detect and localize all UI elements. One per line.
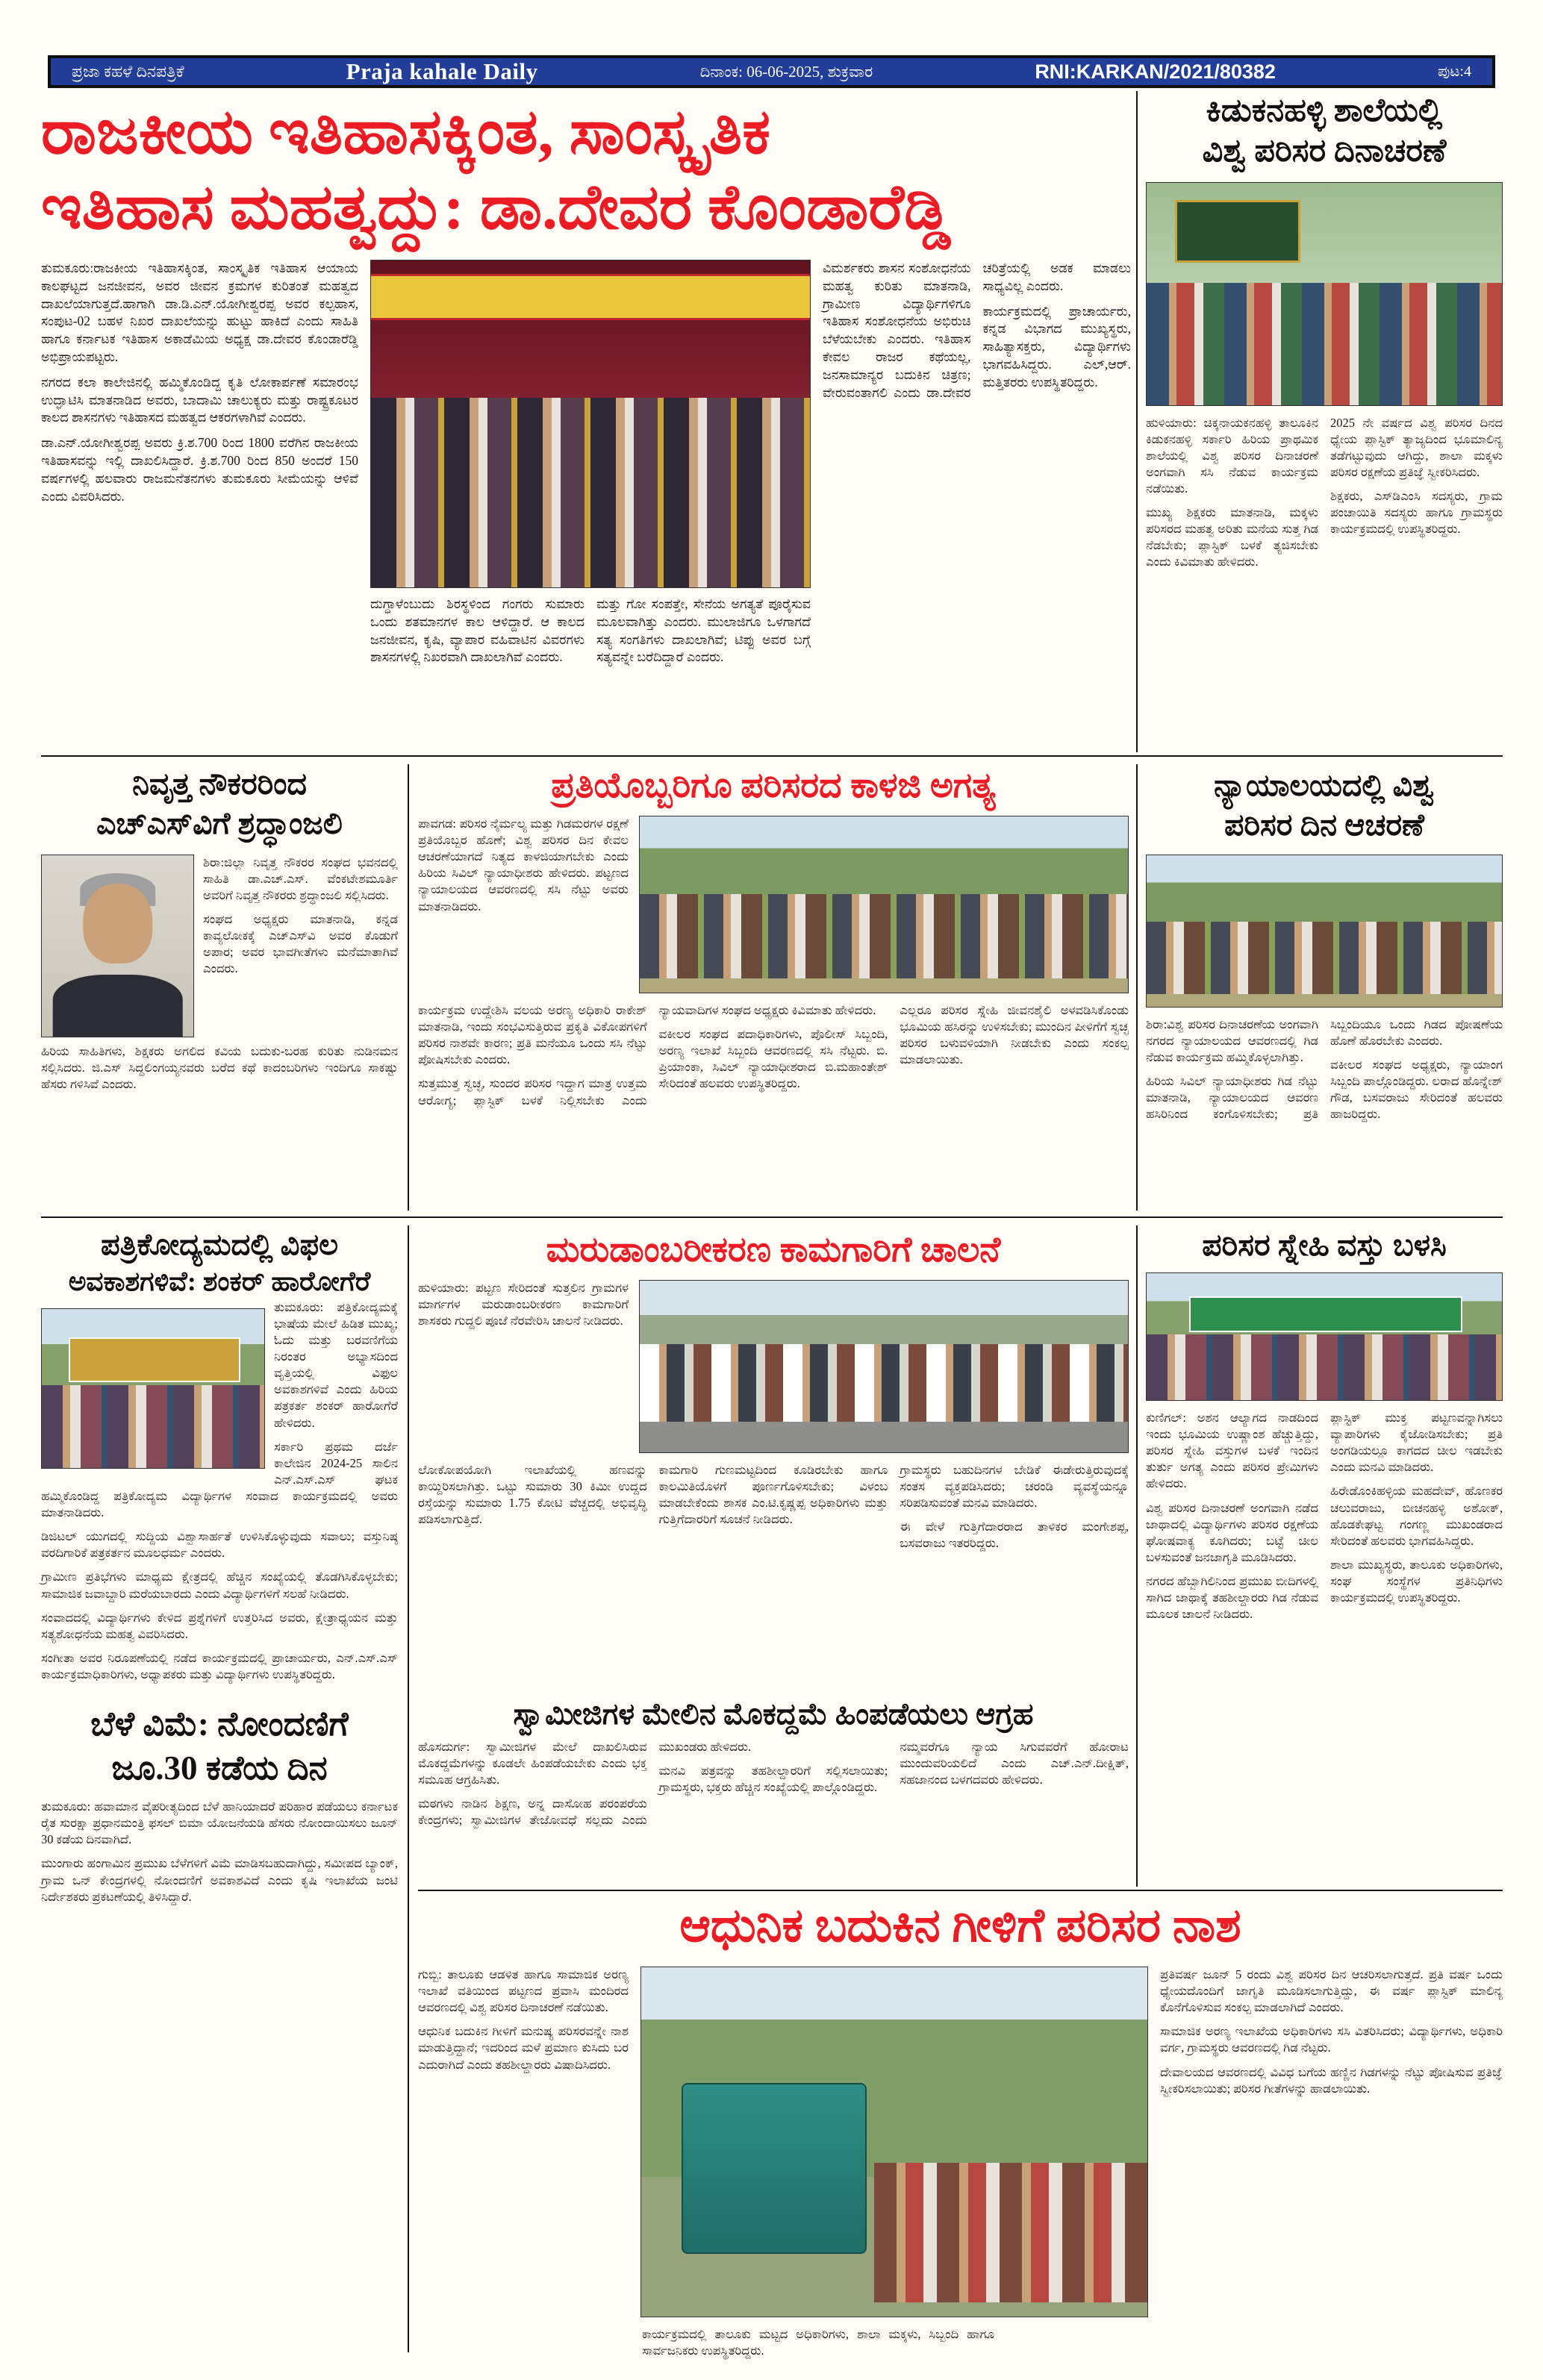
kidukanahalli-body <box>1146 415 1503 822</box>
kidukanahalli-headline-line1: ಕಿಡುಕನಹಳ್ಳಿ ಶಾಲೆಯಲ್ಲಿ <box>1206 93 1443 128</box>
eco-friendly-body <box>1146 1410 1503 1858</box>
paragraph: ಮುಖ್ಯ ಶಿಕ್ಷಕರು ಮಾತನಾಡಿ, ಮಕ್ಕಳು ಪರಿಸರದ ಮಹತ್ವ ಅರಿತು ಮನೆಯ ಸುತ್ತ ಗಿಡ ನೆಡಬೇಕು; ಪ್ಲಾಸ್ಟಿಕ್ ಬಳಕೆ ತ್ಯಜಿಸಬೇಕು ಎಂದು ಕಿವಿಮಾತು ಹೇಳಿದರು. <box>1146 505 1318 569</box>
main-headline-line1: ರಾಜಕೀಯ ಇತಿಹಾಸಕ್ಕಿಂತ, ಸಾಂಸ್ಕೃತಿಕ <box>41 98 771 167</box>
paragraph: ಹಿರಿಯ ಸಾಹಿತಿಗಳು, ಶಿಕ್ಷಕರು ಅಗಲಿದ ಕವಿಯ ಬದುಕು-ಬರಹ ಕುರಿತು ನುಡಿನಮನ ಸಲ್ಲಿಸಿದರು. ಜಿ.ಎಸ್ ಸಿದ್ದಲಿಂಗಯ್ಯನವರು ಬರೆದ ಕಥೆ ಕಾದಂಬರಿಗಳು ಇಂದಿಗೂ ಸಾಕಷ್ಟು ಹೆಸರು ಗಳಿಸಿವೆ ಎಂದರು. <box>41 1043 398 1091</box>
journalism-headline <box>41 1225 398 1299</box>
modern-life-right-col <box>1160 1967 1503 2317</box>
photo-court-planting <box>1146 855 1503 1008</box>
paragraph: ಮನವಿ ಪತ್ರವನ್ನು ತಹಶೀಲ್ದಾರರಿಗೆ ಸಲ್ಲಿಸಲಾಯಿತು; ಗ್ರಾಮಸ್ಥರು, ಭಕ್ತರು ಹೆಚ್ಚಿನ ಸಂಖ್ಯೆಯಲ್ಲಿ ಪಾಲ್ಗೊಂಡಿದ್ದರು. <box>658 1764 888 1795</box>
paragraph: ಕಾರ್ಯಕ್ರಮದಲ್ಲಿ ಪ್ರಾಚಾರ್ಯರು, ಕನ್ನಡ ವಿಭಾಗದ ಮುಖ್ಯಸ್ಥರು, ಸಾಹಿತ್ಯಾಸಕ್ತರು, ವಿದ್ಯಾರ್ಥಿಗಳು ಭಾಗವಹಿಸಿದ್ದರು. ಎಲ್,ಆರ್. ಮತ್ತಿತರರು ಉಪಸ್ಥಿತರಿದ್ದರು. <box>982 303 1131 390</box>
crop-insurance-body <box>41 1799 398 1905</box>
photo-planting-judges <box>639 816 1129 993</box>
crowd-shape <box>640 1344 1128 1422</box>
main-article-col3 <box>823 260 1131 752</box>
eco-friendly-headline: ಪರಿಸರ ಸ್ನೇಹಿ ವಸ್ತು ಬಳಸಿ <box>1202 1228 1447 1262</box>
paragraph: ಪ್ಲಾಸ್ಟಿಕ್ ಮುಕ್ತ ಪಟ್ಟಣವನ್ನಾಗಿಸಲು ವ್ಯಾಪಾರಿಗಳು ಕೈಜೋಡಿಸಬೇಕು; ಪ್ರತಿ ಅಂಗಡಿಯಲ್ಲೂ ಕಾಗದದ ಚೀಲ ಇಡಬೇಕು ಎಂದು ಮನವಿ ಮಾಡಿದರು. <box>1330 1411 1503 1475</box>
paragraph: ಕುಣಿಗಲ್: ಅಶನ ಆಲ್ಯಾಗದ ನಾಡದಿಂದ ಇಂದು ಭೂಮಿಯ ಉಷ್ಣಾಂಶ ಹೆಚ್ಚುತ್ತಿದ್ದು, ಪರಿಸರ ಸ್ನೇಹಿ ವಸ್ತುಗಳ ಬಳಕೆ ಇಂದಿನ ತುರ್ತು ಅಗತ್ಯ ಎಂದು ಪರಿಸರ ಪ್ರೇಮಿಗಳು ಹೇಳಿದರು. <box>1146 1411 1318 1491</box>
court-env-headline <box>1146 766 1503 846</box>
masthead-page-number: ಪುಟ:4 <box>1438 63 1471 80</box>
crowd-shape <box>874 2163 1147 2302</box>
divider <box>1136 91 1138 752</box>
main-article-col1 <box>41 260 358 752</box>
article-environment-concern <box>418 766 1129 1214</box>
hsv-body-below <box>41 1043 398 1093</box>
crop-insurance-headline-line1: ಬೆಳೆ ವಿಮೆ: ನೋಂದಣಿಗೆ <box>90 1705 349 1743</box>
paragraph: ಪಾವಗಡ: ಪರಿಸರ ನೈರ್ಮಲ್ಯ ಮತ್ತು ಗಿಡಮರಗಳ ರಕ್ಷಣೆ ಪ್ರತಿಯೊಬ್ಬರ ಹೊಣೆ; ವಿಶ್ವ ಪರಿಸರ ದಿನ ಕೇವಲ ಆಚರಣೆಯಾಗದೆ ನಿತ್ಯದ ಕಾಳಜಿಯಾಗಬೇಕು ಎಂದು ಹಿರಿಯ ಸಿವಿಲ್ ನ್ಯಾಯಾಧೀಶರು ಹೇಳಿದರು. ಪಟ್ಟಣದ ನ್ಯಾಯಾಲಯದ ಆವರಣದಲ್ಲಿ ಸಸಿ ನೆಟ್ಟು ಅವರು ಮಾತನಾಡಿದರು. <box>418 816 629 913</box>
paragraph: ವಿಶ್ವ ಪರಿಸರ ದಿನಾಚರಣೆ ಅಂಗವಾಗಿ ನಡೆದ ಜಾಥಾದಲ್ಲಿ ವಿದ್ಯಾರ್ಥಿಗಳು ಪರಿಸರ ರಕ್ಷಣೆಯ ಘೋಷವಾಕ್ಯ ಕೂಗಿದರು; ಬಟ್ಟೆ ಚೀಲ ಬಳಸುವಂತೆ ಜನಜಾಗೃತಿ ಮೂಡಿಸಿದರು. <box>1146 1500 1318 1564</box>
paragraph: 2025 ನೇ ವರ್ಷದ ವಿಶ್ವ ಪರಿಸರ ದಿನದ ಧ್ಯೇಯ ಪ್ಲಾಸ್ಟಿಕ್ ತ್ಯಾಜ್ಯದಿಂದ ಭೂಮಾಲಿನ್ಯ ತಡೆಗಟ್ಟುವುದು ಆಗಿದ್ದು, ಶಾಲಾ ಮಕ್ಕಳು ಪರಿಸರ ರಕ್ಷಣೆಯ ಪ್ರತಿಜ್ಞೆ ಸ್ವೀಕರಿಸಿದರು. <box>1330 415 1503 479</box>
photo-road-work-launch <box>639 1280 1129 1453</box>
swamiji-body <box>418 1739 1129 1872</box>
court-env-body <box>1146 1016 1503 1216</box>
paragraph: ವಕೀಲರ ಸಂಘದ ಪದಾಧಿಕಾರಿಗಳು, ಪೊಲೀಸ್ ಸಿಬ್ಬಂದಿ, ಅರಣ್ಯ ಇಲಾಖೆ ಸಿಬ್ಬಂದಿ ಆವರಣದಲ್ಲಿ ಸಸಿ ನೆಟ್ಟರು. ಬಿ. ಪ್ರಿಯಾಂಕಾ, ಸಿವಿಲ್ ನ್ಯಾಯಾಧೀಶರಾದ ಬಿ.ಮಹಾಂತೇಶ್ ಸೇರಿದಂತೆ ಹಲವರು ಉಪಸ್ಥಿತರಿದ್ದರು. <box>658 1027 888 1091</box>
paragraph: ಹೊಸದುರ್ಗ: ಸ್ವಾಮೀಜಿಗಳ ಮೇಲೆ ದಾಖಲಿಸಿರುವ ಮೊಕದ್ದಮೆಗಳನ್ನು ಕೂಡಲೇ ಹಿಂಪಡೆಯಬೇಕು ಎಂದು ಭಕ್ತ ಸಮೂಹ ಆಗ್ರಹಿಸಿತು. <box>418 1740 647 1787</box>
journalism-headline-line1: ಪತ್ರಿಕೋದ್ಯಮದಲ್ಲಿ ವಿಫಲ <box>101 1228 338 1261</box>
green-banner-shape <box>1189 1296 1462 1332</box>
paragraph: ತುಮಕೂರು:ರಾಜಕೀಯ ಇತಿಹಾಸಕ್ಕಿಂತ, ಸಾಂಸ್ಕೃತಿಕ ಇತಿಹಾಸ ಆಯಾಯ ಕಾಲಘಟ್ಟದ ಜನಜೀವನ, ಅವರ ಜೀವನ ಕ್ರಮಗಳ ಕುರಿತಂತೆ ಮಹತ್ವದ ದಾಖಲೆಯಾಗುತ್ತದೆ.ಹಾಗಾಗಿ ಡಾ.ಡಿ.ಎನ್.ಯೋಗೀಶ್ವರಪ್ಪ ಅವರ ಕಲ್ಪಹಾಸ, ಸಂಪುಟ-02 ಬಹಳ ನಿಖರ ದಾಖಲೆಯನ್ನು ಹುಟ್ಟು ಹಾಕಿದೆ ಎಂದು ಸಾಹಿತಿ ಹಾಗೂ ಕರ್ನಾಟಕ ಇತಿಹಾಸ ಅಕಾಡೆಮಿಯ ಅಧ್ಯಕ್ಷ ಡಾ.ದೇವರ ಕೊಂಡಾರೆಡ್ಡಿ ಅಭಿಪ್ರಾಯಪಟ್ಟರು. <box>41 260 358 364</box>
photo-college-event <box>41 1308 265 1469</box>
crop-insurance-headline <box>41 1702 398 1790</box>
event-banner-shape <box>69 1337 240 1381</box>
journalism-headline-line2: ಅವಕಾಶಗಳಿವೆ: ಶಂಕರ್ ಹಾರೋಗೆರೆ <box>68 1266 371 1296</box>
crowd-shape <box>42 1385 264 1468</box>
masthead-date: ದಿನಾಂಕ: 06-06-2025, ಶುಕ್ರವಾರ <box>699 62 873 81</box>
photo-eco-rally <box>1146 1272 1503 1401</box>
left-lower-column <box>41 1225 398 1913</box>
environment-concern-row <box>418 816 1129 993</box>
environment-concern-body <box>418 1002 1129 1214</box>
face-shape <box>83 884 152 963</box>
divider <box>408 764 409 1211</box>
divider <box>408 1225 409 2352</box>
paragraph: ಹಿರೇಡೊಂಕಿಹಳ್ಳಿಯ ಮಹದೇವ್, ಹೊಣಕರ ಚಲುವರಾಜು, ಬೀಚನಹಳ್ಳಿ ಅಶೋಕ್, ಹೊಡಕೇಘಟ್ಟ ಗಂಗಣ್ಣ ಮುಖಂಡರಾದ ಸೇರಿದಂತೆ ಹಲವರು ಭಾಗವಹಿಸಿದ್ದರು. <box>1330 1484 1503 1548</box>
reasphalting-body <box>418 1462 1129 1686</box>
masthead-kannada-name: ಪ್ರಜಾ ಕಹಳೆ ದಿನಪತ್ರಿಕೆ <box>72 62 184 81</box>
paragraph: ಹುಳಿಯಾರು: ಪಟ್ಟಣ ಸೇರಿದಂತೆ ಸುತ್ತಲಿನ ಗ್ರಾಮಗಳ ಮಾರ್ಗಗಳ ಮರುಡಾಂಬರೀಕರಣ ಕಾಮಗಾರಿಗೆ ಶಾಸಕರು ಗುದ್ದಲಿ ಪೂಜೆ ನೆರವೇರಿಸಿ ಚಾಲನೆ ನೀಡಿದರು. <box>418 1281 629 1328</box>
water-tank-shape <box>682 2083 867 2254</box>
article-reasphalting <box>418 1230 1129 1872</box>
paragraph: ಆಧುನಿಕ ಬದುಕಿನ ಗೀಳಿಗೆ ಮನುಷ್ಯ ಪರಿಸರವನ್ನೇ ನಾಶ ಮಾಡುತ್ತಿದ್ದಾನೆ; ಇದರಿಂದ ಮಳೆ ಪ್ರಮಾಣ ಕುಸಿದು ಬರ ಎದುರಾಗಿದೆ ಎಂದು ತಹಶೀಲ್ದಾರರು ವಿಷಾದಿಸಿದರು. <box>418 2024 629 2072</box>
paragraph: ನಗರದ ಕಲಾ ಕಾಲೇಜಿನಲ್ಲಿ ಹಮ್ಮಿಕೊಂಡಿದ್ದ ಕೃತಿ ಲೋಕಾರ್ಪಣೆ ಸಮಾರಂಭ ಉದ್ಘಾಟಿಸಿ ಮಾತನಾಡಿದ ಅವರು, ಬಾದಾಮಿ ಚಾಲುಕ್ಯರು ಮತ್ತು ರಾಷ್ಟ್ರಕೂಟರ ಕಾಲದ ಶಾಸನಗಳು ಇತಿಹಾಸದ ಮಹತ್ವದ ಆಕರಗಳಾಗಿವೆ ಎಂದರು. <box>41 374 358 425</box>
paragraph: ಸಾಮಾಜಿಕ ಅರಣ್ಯ ಇಲಾಖೆಯ ಅಧಿಕಾರಿಗಳು ಸಸಿ ವಿತರಿಸಿದರು; ವಿದ್ಯಾರ್ಥಿಗಳು, ಅಧಿಕಾರಿ ವರ್ಗ, ಗ್ರಾಮಸ್ಥರು ಆವರಣದಲ್ಲಿ ಗಿಡ ನೆಟ್ಟರು. <box>1160 2024 1503 2055</box>
main-article-body <box>41 260 1131 752</box>
main-headline-line2: ಇತಿಹಾಸ ಮಹತ್ವದ್ದು: ಡಾ.ದೇವರ ಕೊಂಡಾರೆಡ್ಡಿ <box>41 172 951 243</box>
paragraph: ತುಮಕೂರು: ಪತ್ರಿಕೋದ್ಯಮಕ್ಕೆ ಭಾಷೆಯ ಮೇಲೆ ಹಿಡಿತ ಮುಖ್ಯ; ಓದು ಮತ್ತು ಬರವಣಿಗೆಯ ನಿರಂತರ ಅಭ್ಯಾಸದಿಂದ ವೃತ್ತಿಯಲ್ಲಿ ವಿಫುಲ ಅವಕಾಶಗಳಿವೆ ಎಂದು ಹಿರಿಯ ಪತ್ರಕರ್ತ ಶಂಕರ್ ಹಾರೋಗೆರೆ ಹೇಳಿದರು. <box>274 1299 398 1430</box>
paragraph: ಸರ್ಕಾರಿ ಪ್ರಥಮ ದರ್ಜೆ ಕಾಲೇಜಿನ 2024-25 ಸಾಲಿನ ಎನ್.ಎಸ್.ಎಸ್ ಘಟಕ ಹಮ್ಮಿಕೊಂಡಿದ್ದ ಪತ್ರಿಕೋದ್ಯಮ ವಿದ್ಯಾರ್ಥಿಗಳ ಸಂವಾದ ಕಾರ್ಯಕ್ರಮದಲ್ಲಿ ಅವರು ಮಾತನಾಡಿದರು. <box>41 1439 398 1520</box>
crowd-shape <box>1147 1334 1502 1400</box>
kidukanahalli-headline <box>1146 91 1503 172</box>
court-env-headline-line2: ಪರಿಸರ ದಿನ ಆಚರಣೆ <box>1224 808 1424 843</box>
photo-book-release-event <box>370 260 811 588</box>
paragraph: ಸಂವಾದದಲ್ಲಿ ವಿದ್ಯಾರ್ಥಿಗಳು ಕೇಳಿದ ಪ್ರಶ್ನೆಗಳಿಗೆ ಉತ್ತರಿಸಿದ ಅವರು, ಕ್ಷೇತ್ರಾಧ್ಯಯನ ಮತ್ತು ಸತ್ಯಶೋಧನೆಯ ಮಹತ್ವ ವಿವರಿಸಿದರು. <box>41 1610 398 1641</box>
divider <box>1136 1225 1138 1887</box>
modern-life-bottom <box>642 2326 1359 2380</box>
modern-life-lead <box>418 1967 629 2317</box>
hsv-headline-line1: ನಿವೃತ್ತ ನೌಕರರಿಂದ <box>132 766 307 801</box>
paragraph: ದುಗ್ಧಾಳೆಂಬುದು ಶಿರಸ್ಥಳಿಂದ ಗಂಗರು ಸುಮಾರು ಒಂದು ಶತಮಾನಗಳ ಕಾಲ ಆಳಿದ್ದಾರೆ. ಆ ಕಾಲದ ಜನಜೀವನ, ಕೃಷಿ, ವ್ಯಾಪಾರ ವಹಿವಾಟಿನ ವಿವರಗಳು ಶಾಸನಗಳಲ್ಲಿ ನಿಖರವಾಗಿ ದಾಖಲಾಗಿವೆ ಎಂದರು. <box>370 596 585 665</box>
modern-life-row <box>418 1967 1503 2317</box>
crowd-shape <box>1147 922 1502 994</box>
paragraph: ಶಾಲಾ ಮುಖ್ಯಸ್ಥರು, ತಾಲೂಕು ಅಧಿಕಾರಿಗಳು, ಸಂಘ ಸಂಸ್ಥೆಗಳ ಪ್ರತಿನಿಧಿಗಳು ಕಾರ್ಯಕ್ರಮದಲ್ಲಿ ಉಪಸ್ಥಿತರಿದ್ದರು. <box>1330 1557 1503 1605</box>
paragraph: ಶಿಕ್ಷಕರು, ಎಸ್‌ಡಿಎಂಸಿ ಸದಸ್ಯರು, ಗ್ರಾಮ ಪಂಚಾಯಿತಿ ಸದಸ್ಯರು ಹಾಗೂ ಗ್ರಾಮಸ್ಥರು ಕಾರ್ಯಕ್ರಮದಲ್ಲಿ ಉಪಸ್ಥಿತರಿದ್ದರು. <box>1330 488 1503 537</box>
paragraph: ಲೋಕೋಪಯೋಗಿ ಇಲಾಖೆಯಲ್ಲಿ ಹಣವನ್ನು ಕಾಯ್ದಿರಿಸಲಾಗಿತ್ತು. ಒಟ್ಟು ಸುಮಾರು 30 ಕಿಮೀ ಉದ್ದದ ರಸ್ತೆಯನ್ನು ಸುಮಾರು 1.75 ಕೋಟಿ ವೆಚ್ಚದಲ್ಲಿ ಅಭಿವೃದ್ಧಿ ಪಡಿಸಲಾಗುತ್ತಿದೆ. <box>418 1463 647 1527</box>
paragraph: ಡಾ.ಎನ್.ಯೋಗೀಶ್ವರಪ್ಪ ಅವರು ಕ್ರಿ.ಶ.700 ರಿಂದ 1800 ವರೆಗಿನ ರಾಜಕೀಯ ಇತಿಹಾಸವನ್ನು ಇಲ್ಲಿ ದಾಖಲಿಸಿದ್ದಾರೆ. ಕ್ರಿ.ಶ.700 ರಿಂದ 850 ಅಂದರೆ 150 ವರ್ಷಗಳಲ್ಲಿ ಹಲವಾರು ರಾಜಮನೆತನಗಳು ತುಮಕೂರು ಸೀಮೆಯನ್ನು ಆಳಿವೆ ಎಂದು ವಿವರಿಸಿದರು. <box>41 435 358 504</box>
crowd-shape <box>640 894 1128 978</box>
main-article-under-photo <box>370 596 811 743</box>
article-kidukanahalli <box>1146 91 1503 822</box>
divider <box>41 1216 1503 1218</box>
divider <box>41 755 1503 757</box>
photo-school-environment-day <box>1146 182 1503 406</box>
paragraph: ಶಿರಾ:ಜಿಲ್ಲಾ ನಿವೃತ್ತ ನೌಕರರ ಸಂಘದ ಭವನದಲ್ಲಿ ಸಾಹಿತಿ ಡಾ.ಎಚ್.ಎಸ್. ವೆಂಕಟೇಶಮೂರ್ತಿ ಅವರಿಗೆ ನಿವೃತ್ತ ನೌಕರರು ಶ್ರದ್ಧಾಂಜಲಿ ಸಲ್ಲಿಸಿದರು. <box>203 855 398 902</box>
kidukanahalli-headline-line2: ವಿಶ್ವ ಪರಿಸರ ದಿನಾಚರಣೆ <box>1202 133 1447 169</box>
paragraph: ವಕೀಲರ ಸಂಘದ ಅಧ್ಯಕ್ಷರು, ನ್ಯಾಯಾಂಗ ಸಿಬ್ಬಂದಿ ಪಾಲ್ಗೊಂಡಿದ್ದರು. ಲರಾದ ಹೊನ್ನೇಶ್ ಗೌಡ, ಬಸವರಾಜು ಸೇರಿದಂತೆ ಹಲವರು ಹಾಜರಿದ್ದರು. <box>1330 1057 1503 1122</box>
article-modern-life <box>418 1899 1503 2380</box>
masthead-bar <box>48 55 1495 88</box>
paragraph: ಸುತ್ತಮುತ್ತ ಸ್ವಚ್ಛ, ಸುಂದರ ಪರಿಸರ ಇದ್ದಾಗ ಮಾತ್ರ ಉತ್ತಮ ಆರೋಗ್ಯ; ಪ್ಲಾಸ್ಟಿಕ್ ಬಳಕೆ ನಿಲ್ಲಿಸಬೇಕು ಎಂದು ನ್ಯಾಯವಾದಿಗಳ ಸಂಘದ ಅಧ್ಯಕ್ಷರು ಕಿವಿಮಾತು ಹೇಳಿದರು. <box>418 1003 876 1108</box>
divider <box>1136 764 1138 1211</box>
article-hsv-tribute <box>41 764 398 1100</box>
paragraph: ಡಿಜಿಟಲ್ ಯುಗದಲ್ಲಿ ಸುದ್ದಿಯ ವಿಶ್ವಾಸಾರ್ಹತೆ ಉಳಿಸಿಕೊಳ್ಳುವುದು ಸವಾಲು; ವಸ್ತುನಿಷ್ಠ ವರದಿಗಾರಿಕೆ ಪತ್ರಕರ್ತನ ಮೂಲಧರ್ಮ ಎಂದರು. <box>41 1529 398 1561</box>
paragraph: ಎಲ್ಲರೂ ಪರಿಸರ ಸ್ನೇಹಿ ಜೀವನಶೈಲಿ ಅಳವಡಿಸಿಕೊಂಡು ಭೂಮಿಯ ಹಸಿರನ್ನು ಉಳಿಸಬೇಕು; ಮುಂದಿನ ಪೀಳಿಗೆಗೆ ಸ್ವಚ್ಛ ಪರಿಸರ ಬಳುವಳಿಯಾಗಿ ನೀಡಬೇಕು ಎಂದು ಸಂಕಲ್ಪ ಮಾಡಲಾಯಿತು. <box>900 1003 1129 1067</box>
paragraph: ಕಾರ್ಯಕ್ರಮ ಉದ್ದೇಶಿಸಿ ವಲಯ ಅರಣ್ಯ ಅಧಿಕಾರಿ ರಾಕೇಶ್ ಮಾತನಾಡಿ, ಇಂದು ಸಂಭವಿಸುತ್ತಿರುವ ಪ್ರಕೃತಿ ವಿಕೋಪಗಳಿಗೆ ಪರಿಸರ ನಾಶವೇ ಕಾರಣ; ಪ್ರತಿ ಮನೆಯೂ ಒಂದು ಸಸಿ ನೆಟ್ಟು ಪೋಷಿಸಬೇಕು ಎಂದರು. <box>418 1003 647 1067</box>
masthead-english-name: Praja kahale Daily <box>346 58 538 84</box>
paragraph: ಹಿರಿಯ ಸಿವಿಲ್ ನ್ಯಾಯಾಧೀಶರು ಗಿಡ ನೆಟ್ಟು ಮಾತನಾಡಿ, ನ್ಯಾಯಾಲಯದ ಆವರಣ ಹಸಿರಿನಿಂದ ಕಂಗೊಳಿಸಬೇಕು; ಪ್ರತಿ ಸಿಬ್ಬಂದಿಯೂ ಒಂದು ಗಿಡದ ಪೋಷಣೆಯ ಹೊಣೆ ಹೊರಬೇಕು ಎಂದರು. <box>1146 1016 1503 1122</box>
paragraph: ಈ ವೇಳೆ ಗುತ್ತಿಗೆದಾರರಾದ ತಾಳಿಕರ ಮಂಗೇಶಪ್ಪ, ಬಸವರಾಜು ಇತರರಿದ್ದರು. <box>900 1519 1129 1551</box>
court-env-headline-line1: ನ್ಯಾಯಾಲಯದಲ್ಲಿ ವಿಶ್ವ <box>1214 768 1435 802</box>
reasphalting-lead <box>418 1280 629 1453</box>
crowd-shape <box>1147 283 1502 405</box>
hsv-headline-line2: ಎಚ್‌ಎಸ್‌ವಿಗೆ ಶ್ರದ್ಧಾಂಜಲಿ <box>96 806 343 841</box>
paragraph: ಕಾಮಗಾರಿ ಗುಣಮಟ್ಟದಿಂದ ಕೂಡಿರಬೇಕು ಹಾಗೂ ಕಾಲಮಿತಿಯೊಳಗೆ ಪೂರ್ಣಗೊಳಿಸಬೇಕು; ವಿಳಂಬ ಮಾಡಬೇಕೆಂದು ಶಾಸಕ ಎಂ.ಟಿ.ಕೃಷ್ಣಪ್ಪ ಅಧಿಕಾರಿಗಳು ಮತ್ತು ಗುತ್ತಿಗೆದಾರರಿಗೆ ಸೂಚನೆ ನೀಡಿದರು. <box>658 1463 888 1527</box>
photo-hsv-portrait <box>41 855 194 1037</box>
paragraph: ನಮ್ಮವರೆಗೂ ನ್ಯಾಯ ಸಿಗುವವರೆಗೆ ಹೋರಾಟ ಮುಂದುವರಿಯಲಿದೆ ಎಂದು ಎಚ್.ಎನ್.ದೀಕ್ಷಿತ್, ಸಹಜಾನಂದ ಬಳಗದವರು ಹೇಳಿದರು. <box>900 1740 1129 1787</box>
blackboard-shape <box>1175 200 1300 262</box>
article-court-env-day <box>1146 766 1503 1216</box>
stage-banner-shape <box>371 274 810 321</box>
paragraph: ಗ್ರಾಮಸ್ಥರು ಬಹುದಿನಗಳ ಬೇಡಿಕೆ ಈಡೇರುತ್ತಿರುವುದಕ್ಕೆ ಸಂತಸ ವ್ಯಕ್ತಪಡಿಸಿದರು; ಚರಂಡಿ ವ್ಯವಸ್ಥೆಯನ್ನೂ ಸರಿಪಡಿಸುವಂತೆ ಮನವಿ ಮಾಡಿದರು. <box>900 1463 1129 1511</box>
paragraph: ಮಠಗಳು ನಾಡಿನ ಶಿಕ್ಷಣ, ಅನ್ನ ದಾಸೋಹ ಪರಂಪರೆಯ ಕೇಂದ್ರಗಳು; ಸ್ವಾಮೀಜಿಗಳ ತೇಜೋವಧೆ ಸಲ್ಲದು ಎಂದು ಮುಖಂಡರು ಹೇಳಿದರು. <box>418 1740 752 1828</box>
paragraph: ತುಮಕೂರು: ಹವಾಮಾನ ವೈಪರೀತ್ಯದಿಂದ ಬೆಳೆ ಹಾನಿಯಾದರೆ ಪರಿಹಾರ ಪಡೆಯಲು ಕರ್ನಾಟಕ ರೈತ ಸುರಕ್ಷಾ ಪ್ರಧಾನಮಂತ್ರಿ ಫಸಲ್ ಬಿಮಾ ಯೋಜನೆಯಡಿ ಹೆಸರು ನೋಂದಾಯಿಸಲು ಜೂನ್ 30 ಕಡೆಯ ದಿನವಾಗಿದೆ. <box>41 1799 398 1847</box>
paragraph: ಶಿರಾ:ವಿಶ್ವ ಪರಿಸರ ದಿನಾಚರಣೆಯ ಅಂಗವಾಗಿ ನಗರದ ನ್ಯಾಯಾಲಯದ ಆವರಣದಲ್ಲಿ ಗಿಡ ನೆಡುವ ಕಾರ್ಯಕ್ರಮ ಹಮ್ಮಿಕೊಳ್ಳಲಾಗಿತ್ತು. <box>1146 1016 1318 1064</box>
environment-concern-headline: ಪ್ರತಿಯೊಬ್ಬರಿಗೂ ಪರಿಸರದ ಕಾಳಜಿ ಅಗತ್ಯ <box>551 766 996 805</box>
paragraph: ಸಂಗೀತಾ ಅವರ ನಿರೂಪಣೆಯಲ್ಲಿ ನಡೆದ ಕಾರ್ಯಕ್ರಮದಲ್ಲಿ ಪ್ರಾಚಾರ್ಯರು, ಎನ್.ಎಸ್.ಎಸ್ ಕಾರ್ಯಕ್ರಮಾಧಿಕಾರಿಗಳು, ಅಧ್ಯಾಪಕರು ಮತ್ತು ವಿದ್ಯಾರ್ಥಿಗಳು ಉಪಸ್ಥಿತರಿದ್ದರು. <box>41 1650 398 1681</box>
crop-insurance-headline-line2: ಜೂ.30 ಕಡೆಯ ದಿನ <box>111 1749 328 1787</box>
reasphalting-headline: ಮರುಡಾಂಬರೀಕರಣ ಕಾಮಗಾರಿಗೆ ಚಾಲನೆ <box>546 1231 1001 1269</box>
article-eco-friendly <box>1146 1227 1503 1858</box>
modern-life-headline: ಆಧುನಿಕ ಬದುಕಿನ ಗೀಳಿಗೆ ಪರಿಸರ ನಾಶ <box>679 1899 1241 1952</box>
divider <box>418 1890 1503 1891</box>
reasphalting-row <box>418 1280 1129 1453</box>
dignitaries-shape <box>371 398 810 587</box>
swamiji-headline: ಸ್ವಾಮೀಜಿಗಳ ಮೇಲಿನ ಮೊಕದ್ದಮೆ ಹಿಂಪಡೆಯಲು ಆಗ್ರಹ <box>513 1697 1034 1731</box>
paragraph: ನಗರದ ಹೆಬ್ಬಾಗಿಲಿನಿಂದ ಪ್ರಮುಖ ಬೀದಿಗಳಲ್ಲಿ ಸಾಗಿದ ಜಾಥಾಕ್ಕೆ ತಹಶೀಲ್ದಾರರು ಗಿಡ ನೆಡುವ ಮೂಲಕ ಚಾಲನೆ ನೀಡಿದರು. <box>1146 1573 1318 1622</box>
paragraph: ಪ್ರತಿವರ್ಷ ಜೂನ್ 5 ರಂದು ವಿಶ್ವ ಪರಿಸರ ದಿನ ಆಚರಿಸಲಾಗುತ್ತದೆ. ಪ್ರತಿ ವರ್ಷ ಒಂದು ಧ್ಯೇಯದೊಂದಿಗೆ ಜಾಗೃತಿ ಮೂಡಿಸಲಾಗುತ್ತಿದ್ದು, ಈ ವರ್ಷ ಪ್ಲಾಸ್ಟಿಕ್ ಮಾಲಿನ್ಯ ಕೊನೆಗೊಳಿಸುವ ಸಂಕಲ್ಪ ಮಾಡಲಾಗಿದೆ ಎಂದರು. <box>1160 1967 1503 2015</box>
hsv-body-beside <box>203 855 398 1037</box>
environment-concern-lead <box>418 816 629 993</box>
hsv-photo-row <box>41 855 398 1037</box>
paragraph: ದೇವಾಲಯದ ಆವರಣದಲ್ಲಿ ವಿವಿಧ ಬಗೆಯ ಹಣ್ಣಿನ ಗಿಡಗಳನ್ನು ನೆಟ್ಟು ಪೋಷಿಸುವ ಪ್ರತಿಜ್ಞೆ ಸ್ವೀಕರಿಸಲಾಯಿತು; ಪರಿಸರ ಗೀತೆಗಳನ್ನು ಹಾಡಲಾಯಿತು. <box>1160 2064 1503 2096</box>
suit-shape <box>52 975 183 1037</box>
main-article-center <box>370 260 811 752</box>
paragraph: ಗ್ರಾಮೀಣ ಪ್ರತಿಭೆಗಳು ಮಾಧ್ಯಮ ಕ್ಷೇತ್ರದಲ್ಲಿ ಹೆಚ್ಚಿನ ಸಂಖ್ಯೆಯಲ್ಲಿ ತೊಡಗಿಸಿಕೊಳ್ಳಬೇಕು; ಸಾಮಾಜಿಕ ಜವಾಬ್ದಾರಿ ಮರೆಯಬಾರದು ಎಂದು ವಿದ್ಯಾರ್ಥಿಗಳಿಗೆ ಸಲಹೆ ನೀಡಿದರು. <box>41 1570 398 1601</box>
photo-sapling-water-tank <box>640 1967 1148 2317</box>
paragraph: ವಿಮರ್ಶಕರು ಶಾಸನ ಸಂಶೋಧನೆಯ ಮಹತ್ವ ಕುರಿತು ಮಾತನಾಡಿ, ಗ್ರಾಮೀಣ ವಿದ್ಯಾರ್ಥಿಗಳಿಗೂ ಇತಿಹಾಸ ಸಂಶೋಧನೆಯ ಅಭಿರುಚಿ ಬೆಳೆಯಬೇಕು ಎಂದರು. ಇತಿಹಾಸ ಕೇವಲ ರಾಜರ ಕಥೆಯಲ್ಲ, ಜನಸಾಮಾನ್ಯರ ಬದುಕಿನ ಚಿತ್ರಣ; ವೇರುವಂತಾಗಲಿ ಎಂದು ಡಾ.ದೇವರ ಚರಿತ್ರೆಯಲ್ಲಿ ಅಡಕ ಮಾಡಲು ಸಾಧ್ಯವಿಲ್ಲ ಎಂದರು. <box>823 260 1131 400</box>
paragraph: ಮುಂಗಾರು ಹಂಗಾಮಿನ ಪ್ರಮುಖ ಬೆಳೆಗಳಿಗೆ ವಿಮೆ ಮಾಡಿಸಬಹುದಾಗಿದ್ದು, ಸಮೀಪದ ಬ್ಯಾಂಕ್, ಗ್ರಾಮ ಒನ್ ಕೇಂದ್ರಗಳಲ್ಲಿ ನೋಂದಣಿಗೆ ಅವಕಾಶವಿದೆ ಎಂದು ಕೃಷಿ ಇಲಾಖೆಯ ಜಂಟಿ ನಿರ್ದೇಶಕರು ಪ್ರಕಟಣೆಯಲ್ಲಿ ತಿಳಿಸಿದ್ದಾರೆ. <box>41 1856 398 1904</box>
paragraph: ಮತ್ತು ಗೋ ಸಂಪತ್ತೇ, ಸೇನೆಯ ಅಗತ್ಯತೆ ಪೂರೈಸುವ ಮೂಲವಾಗಿತ್ತು ಎಂದರು. ಮುಲಾಜಿಗೂ ಒಳಗಾಗದೆ ಸತ್ಯ ಸಂಗತಿಗಳು ದಾಖಲಾಗಿವೆ; ಟಿಪ್ಪು ಅವರ ಬಗ್ಗೆ ಸತ್ಯವನ್ನೇ ಬರೆದಿದ್ದಾರೆ ಎಂದರು. <box>596 596 811 665</box>
masthead-rni-number: RNI:KARKAN/2021/80382 <box>1035 60 1276 83</box>
main-headline <box>41 96 1135 246</box>
paragraph: ಹುಳಿಯಾರು: ಚಿಕ್ಕನಾಯಕನಹಳ್ಳಿ ತಾಲೂಕಿನ ಕಿಡುಕನಹಳ್ಳಿ ಸರ್ಕಾರಿ ಹಿರಿಯ ಪ್ರಾಥಮಿಕ ಶಾಲೆಯಲ್ಲಿ ವಿಶ್ವ ಪರಿಸರ ದಿನಾಚರಣೆ ಅಂಗವಾಗಿ ಸಸಿ ನೆಡುವ ಕಾರ್ಯಕ್ರಮ ನಡೆಯಿತು. <box>1146 415 1318 496</box>
paragraph: ಗುಬ್ಬಿ: ತಾಲೂಕು ಆಡಳಿತ ಹಾಗೂ ಸಾಮಾಜಿಕ ಅರಣ್ಯ ಇಲಾಖೆ ವತಿಯಿಂದ ಪಟ್ಟಣದ ಪ್ರವಾಸಿ ಮಂದಿರದ ಆವರಣದಲ್ಲಿ ವಿಶ್ವ ಪರಿಸರ ದಿನಾಚರಣೆ ನಡೆಯಿತು. <box>418 1967 629 2015</box>
hsv-headline <box>41 764 398 844</box>
paragraph: ಕಾರ್ಯಕ್ರಮದಲ್ಲಿ ತಾಲೂಕು ಮಟ್ಟದ ಅಧಿಕಾರಿಗಳು, ಶಾಲಾ ಮಕ್ಕಳು, ಸಿಬ್ಬಂದಿ ಹಾಗೂ ಸಾರ್ವಜನಿಕರು ಉಪಸ್ಥಿತರಿದ್ದರು. <box>642 2327 994 2358</box>
paragraph: ಸಂಘದ ಅಧ್ಯಕ್ಷರು ಮಾತನಾಡಿ, ಕನ್ನಡ ಕಾವ್ಯಲೋಕಕ್ಕೆ ಎಚ್‌ಎಸ್‌ವಿ ಅವರ ಕೊಡುಗೆ ಅಪಾರ; ಅವರ ಭಾವಗೀತೆಗಳು ಮನೆಮಾತಾಗಿವೆ ಎಂದರು. <box>203 911 398 976</box>
